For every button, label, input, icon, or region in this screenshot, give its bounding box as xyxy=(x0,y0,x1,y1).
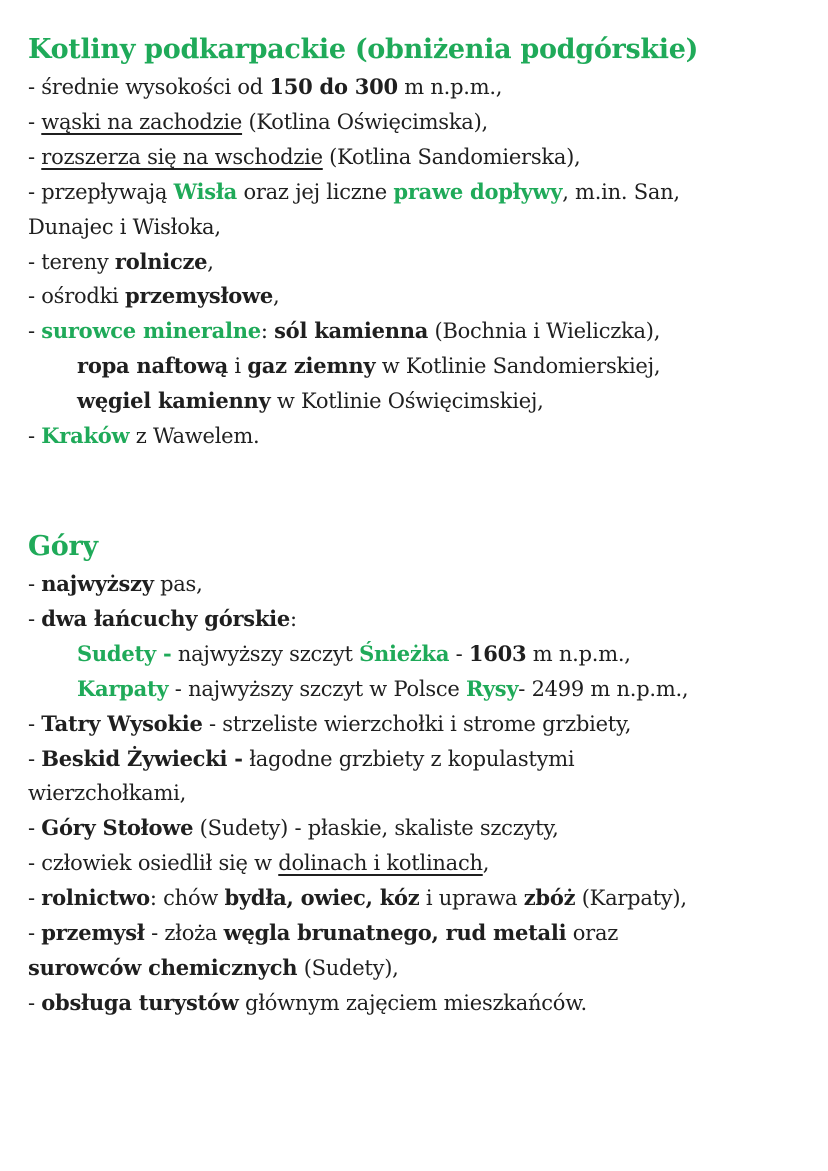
section-title: Góry xyxy=(28,531,98,562)
list-item: - Góry Stołowe (Sudety) - płaskie, skaliste szczyty, xyxy=(28,815,559,841)
list-item: - Tatry Wysokie - strzeliste wierzchołki i strome grzbiety, xyxy=(28,710,632,736)
list-item: - przemysł - złoża węgla brunatnego, rud metali oraz xyxy=(28,920,619,946)
list-item: - człowiek osiedlił się w dolinach i kotlinach, xyxy=(28,851,490,876)
list-item: - ośrodki przemysłowe, xyxy=(28,283,280,309)
list-item: - tereny rolnicze, xyxy=(28,248,214,274)
list-item: - najwyższy pas, xyxy=(28,571,203,596)
sub-item: Sudety - najwyższy szczyt Śnieżka - 1603 m n.p.m., xyxy=(77,640,631,666)
sub-item: węgiel kamienny w Kotlinie Oświęcimskiej, xyxy=(77,388,544,414)
list-item-continuation: surowców chemicznych (Sudety), xyxy=(28,954,399,980)
list-item-continuation: Dunajec i Wisłoka, xyxy=(28,214,221,239)
list-item: - Beskid Żywiecki - łagodne grzbiety z kopulastymi xyxy=(28,745,575,771)
list-item: - rozszerza się na wschodzie (Kotlina Sandomierska), xyxy=(28,144,581,169)
list-item: - średnie wysokości od 150 do 300 m n.p.m., xyxy=(28,74,503,99)
list-item: - przepływają Wisła oraz jej liczne prawe dopływy, m.in. San, xyxy=(28,178,680,204)
list-item: - wąski na zachodzie (Kotlina Oświęcimska), xyxy=(28,109,488,134)
list-item: - dwa łańcuchy górskie: xyxy=(28,605,297,631)
sub-item: ropa naftową i gaz ziemny w Kotlinie Sandomierskiej, xyxy=(77,353,661,379)
list-item-continuation: wierzchołkami, xyxy=(28,781,187,806)
list-item: - surowce mineralne: sól kamienna (Bochnia i Wieliczka), xyxy=(28,318,661,344)
sub-item: Karpaty - najwyższy szczyt w Polsce Rysy- 2499 m n.p.m., xyxy=(77,675,689,701)
section-title: Kotliny podkarpackie (obniżenia podgórskie) xyxy=(28,34,699,65)
section-gory xyxy=(28,527,818,1021)
list-item: - obsługa turystów głównym zajęciem mieszkańców. xyxy=(28,989,587,1015)
list-item: - rolnictwo: chów bydła, owiec, kóz i uprawa zbóż (Karpaty), xyxy=(28,885,687,911)
list-item: - Kraków z Wawelem. xyxy=(28,423,260,449)
section-kotliny xyxy=(28,30,818,454)
